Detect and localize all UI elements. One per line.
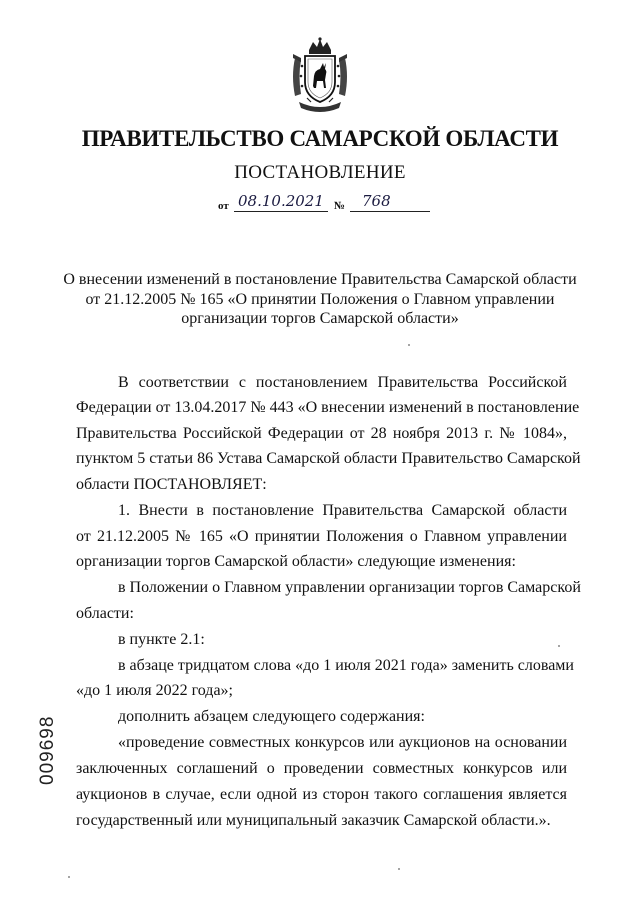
body-line: Правительства Российской Федерации от 28 ноября 2013 г. № 1084», [76, 425, 567, 442]
government-title: ПРАВИТЕЛЬСТВО САМАРСКОЙ ОБЛАСТИ [81, 126, 559, 151]
body-line: в Положении о Главном управлении организации торгов Самарской [118, 579, 581, 596]
body-line: В соответствии с постановлением Правительства Российской [118, 374, 567, 391]
document-type: ПОСТАНОВЛЕНИЕ [234, 162, 406, 183]
document-subject [60, 270, 580, 329]
body-line: дополнить абзацем следующего содержания: [118, 708, 425, 725]
scan-speck [558, 645, 560, 647]
body-line: Федерации от 13.04.2017 № 443 «О внесении изменений в постановление [76, 399, 580, 416]
date-underline [234, 211, 328, 212]
body-line: области ПОСТАНОВЛЯЕТ: [76, 476, 267, 493]
subject-line: организации торгов Самарской области» [181, 310, 459, 327]
body-line: пунктом 5 статьи 86 Устава Самарской области Правительство Самарской [76, 450, 581, 467]
body-line: «проведение совместных конкурсов или аукционов на основании [118, 734, 567, 751]
body-line: «до 1 июля 2022 года»; [76, 682, 233, 699]
body-line: заключенных соглашений о проведении совместных конкурсов или [76, 760, 567, 777]
body-line: от 21.12.2005 № 165 «О принятии Положения о Главном управлении [76, 528, 567, 545]
subject-line: от 21.12.2005 № 165 «О принятии Положения о Главном управлении [85, 290, 555, 308]
body-line: в пункте 2.1: [118, 631, 205, 648]
number-prefix: № [334, 200, 346, 212]
scan-speck [408, 344, 410, 346]
body-line: государственный или муниципальный заказчик Самарской области.». [76, 812, 551, 829]
date-prefix: от [218, 200, 229, 212]
subject-line: О внесении изменений в постановление Правительства Самарской области [63, 271, 577, 288]
body-line: 1. Внести в постановление Правительства Самарской области [118, 502, 567, 519]
date-value: 08.10.2021 [238, 192, 324, 210]
date-number-line [218, 192, 448, 216]
number-value: 768 [362, 192, 391, 210]
serial-number: 009698 [37, 715, 58, 785]
body-line: в абзаце тридцатом слова «до 1 июля 2021 года» заменить словами [118, 657, 574, 674]
coat-of-arms-icon [287, 36, 353, 116]
number-underline [350, 211, 430, 212]
body-line: аукционов в случае, если одной из сторон такого соглашения является [76, 786, 567, 803]
body-line: области: [76, 605, 134, 622]
scan-speck [68, 876, 70, 878]
scan-speck [398, 868, 400, 870]
body-line: организации торгов Самарской области» следующие изменения: [76, 553, 516, 570]
